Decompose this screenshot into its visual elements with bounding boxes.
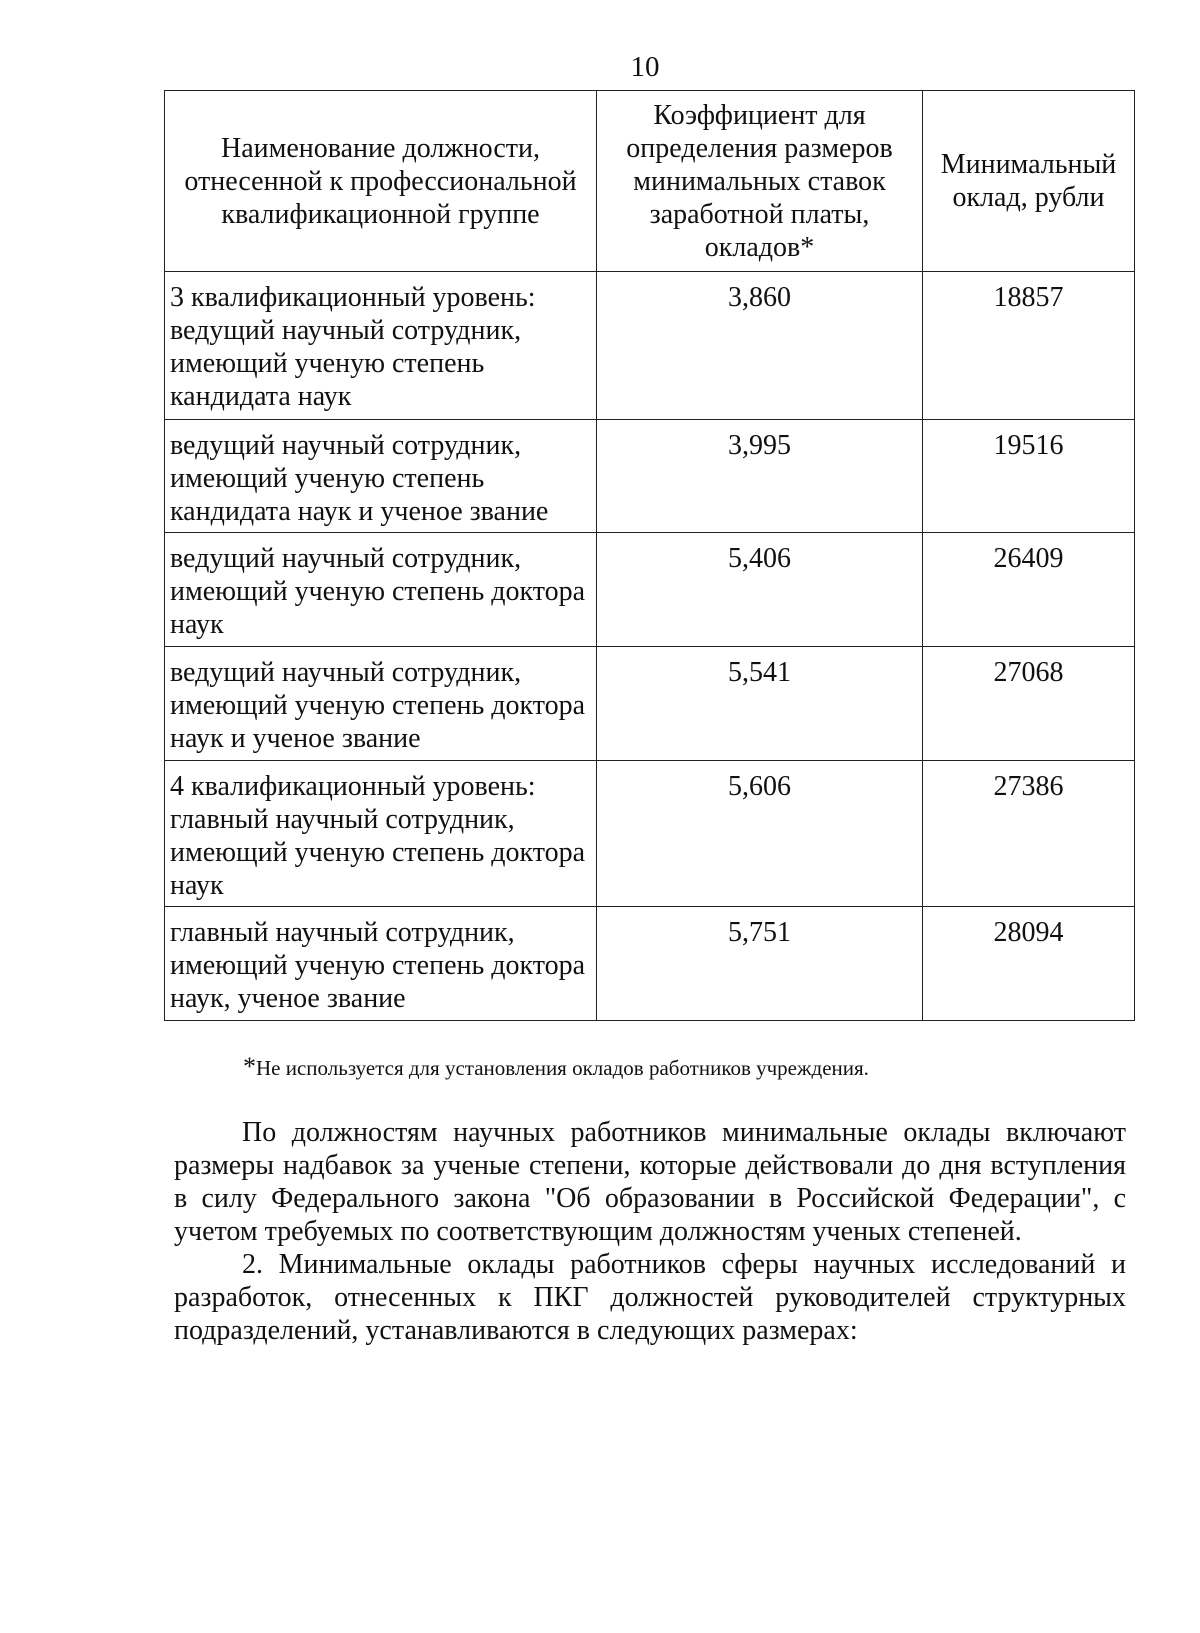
header-coefficient: Коэффициент для определения размеров минимальных ставок заработной платы, окладов*: [597, 91, 923, 272]
salary-cell: 19516: [923, 420, 1135, 533]
position-name-cell: ведущий научный сотрудник, имеющий ученую степень доктора наук: [165, 533, 597, 647]
header-minimum-salary: Минимальный оклад, рубли: [923, 91, 1135, 272]
table-row: [165, 420, 1135, 533]
position-name-cell: ведущий научный сотрудник, имеющий ученую степень кандидата наук и ученое звание: [165, 420, 597, 533]
coefficient-cell: 3,995: [597, 420, 923, 533]
salary-cell: 18857: [923, 272, 1135, 420]
coefficient-cell: 5,751: [597, 907, 923, 1021]
salary-cell: 27068: [923, 647, 1135, 761]
table-row: [165, 907, 1135, 1021]
coefficient-cell: 5,606: [597, 761, 923, 907]
salary-table: [164, 90, 1135, 1021]
footnote-mark: *: [243, 1052, 256, 1081]
position-name-cell: 3 квалификационный уровень: ведущий научный сотрудник, имеющий ученую степень кандидата наук: [165, 272, 597, 420]
footnote: [243, 1054, 869, 1081]
page-number: 10: [630, 51, 660, 83]
table-row: [165, 761, 1135, 907]
position-name-cell: ведущий научный сотрудник, имеющий ученую степень доктора наук и ученое звание: [165, 647, 597, 761]
coefficient-cell: 5,406: [597, 533, 923, 647]
header-position-name: Наименование должности, отнесенной к профессиональной квалификационной группе: [165, 91, 597, 272]
coefficient-cell: 5,541: [597, 647, 923, 761]
paragraph: 2. Минимальные оклады работников сферы научных исследований и разработок, отнесенных к ПКГ должностей руководителей структурных подразделений, устанавливаются в следующих размерах:: [174, 1249, 1126, 1346]
table-row: [165, 533, 1135, 647]
salary-cell: 26409: [923, 533, 1135, 647]
paragraph: По должностям научных работников минимальные оклады включают размеры надбавок за ученые степени, которые действовали до дня вступления в силу Федерального закона "Об образовании в Российской Федерации", с учетом требуемых по соответствующим должностям ученых степеней.: [174, 1117, 1126, 1247]
table-header-row: [165, 91, 1135, 272]
coefficient-cell: 3,860: [597, 272, 923, 420]
body-text: [174, 1116, 1126, 1347]
footnote-text: Не используется для установления окладов работников учреждения.: [256, 1056, 869, 1080]
position-name-cell: 4 квалификационный уровень: главный научный сотрудник, имеющий ученую степень доктора наук: [165, 761, 597, 907]
table-row: [165, 647, 1135, 761]
table-row: [165, 272, 1135, 420]
salary-cell: 27386: [923, 761, 1135, 907]
position-name-cell: главный научный сотрудник, имеющий ученую степень доктора наук, ученое звание: [165, 907, 597, 1021]
salary-cell: 28094: [923, 907, 1135, 1021]
